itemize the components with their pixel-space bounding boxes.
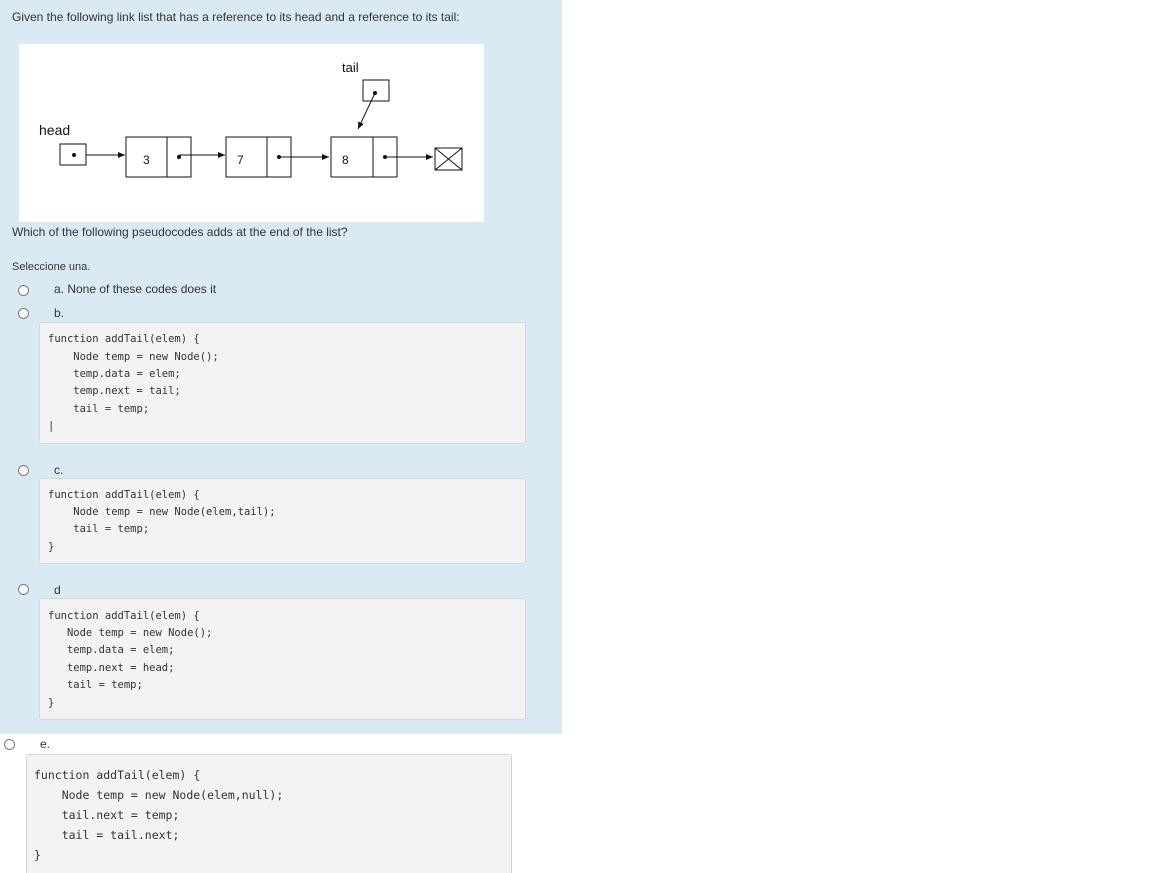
code-line: temp.next = head; xyxy=(48,662,175,674)
tail-pointer-box xyxy=(363,80,389,101)
code-line: function addTail(elem) { xyxy=(48,333,200,345)
tail-label: tail xyxy=(342,60,359,75)
option-d-code xyxy=(39,598,526,720)
code-line: tail = temp; xyxy=(48,679,143,691)
code-line: | xyxy=(48,420,55,432)
linked-list-diagram xyxy=(19,44,484,222)
option-d-radio[interactable] xyxy=(18,584,29,595)
code-line: Node temp = new Node(); xyxy=(48,351,219,363)
select-one-label: Seleccione una. xyxy=(12,261,91,273)
code-line: tail = temp; xyxy=(48,403,150,415)
head-label: head xyxy=(39,122,71,138)
node-2-data-cell xyxy=(226,137,267,177)
node-3-data-cell xyxy=(331,137,373,177)
node-1-value: 3 xyxy=(143,153,150,167)
question-intro: Given the following link list that has a reference to its head and a reference to its tail: xyxy=(12,10,460,24)
code-line: } xyxy=(48,697,55,709)
code-line: temp.next = tail; xyxy=(48,385,181,397)
node-3-value: 8 xyxy=(342,153,349,167)
question-prompt: Which of the following pseudocodes adds at the end of the list? xyxy=(12,225,348,239)
code-line: tail.next = temp; xyxy=(34,808,180,822)
node-2-value: 7 xyxy=(237,153,244,167)
option-a-radio[interactable] xyxy=(18,285,29,296)
node-1 xyxy=(126,137,191,177)
code-line: temp.data = elem; xyxy=(48,368,181,380)
code-line: Node temp = new Node(elem,tail); xyxy=(48,506,276,518)
option-c-radio[interactable] xyxy=(18,465,29,476)
linked-list-svg xyxy=(19,44,484,222)
code-line: } xyxy=(48,541,55,553)
node-1-pointer-dot xyxy=(177,155,181,159)
code-line: } xyxy=(34,848,41,862)
code-line: function addTail(elem) { xyxy=(48,489,200,501)
option-a-label[interactable]: a. None of these codes does it xyxy=(54,282,217,296)
code-line: function addTail(elem) { xyxy=(48,610,200,622)
code-line: Node temp = new Node(); xyxy=(48,627,213,639)
code-line: function addTail(elem) { xyxy=(34,768,201,782)
code-line: tail = tail.next; xyxy=(34,828,180,842)
option-b-code xyxy=(39,322,526,444)
code-line: temp.data = elem; xyxy=(48,644,175,656)
code-line: tail = temp; xyxy=(48,523,150,535)
option-e-radio[interactable] xyxy=(4,739,15,750)
option-d-label[interactable]: d xyxy=(54,583,61,597)
option-c-label[interactable]: c. xyxy=(54,463,64,477)
null-icon xyxy=(435,148,462,170)
option-c-code xyxy=(39,478,526,564)
option-b-radio[interactable] xyxy=(18,308,29,319)
option-e-label[interactable]: e. xyxy=(40,737,51,751)
head-pointer-dot xyxy=(72,153,76,157)
code-line: Node temp = new Node(elem,null); xyxy=(34,788,284,802)
option-e-code xyxy=(26,754,512,873)
option-b-label[interactable]: b. xyxy=(54,306,65,320)
